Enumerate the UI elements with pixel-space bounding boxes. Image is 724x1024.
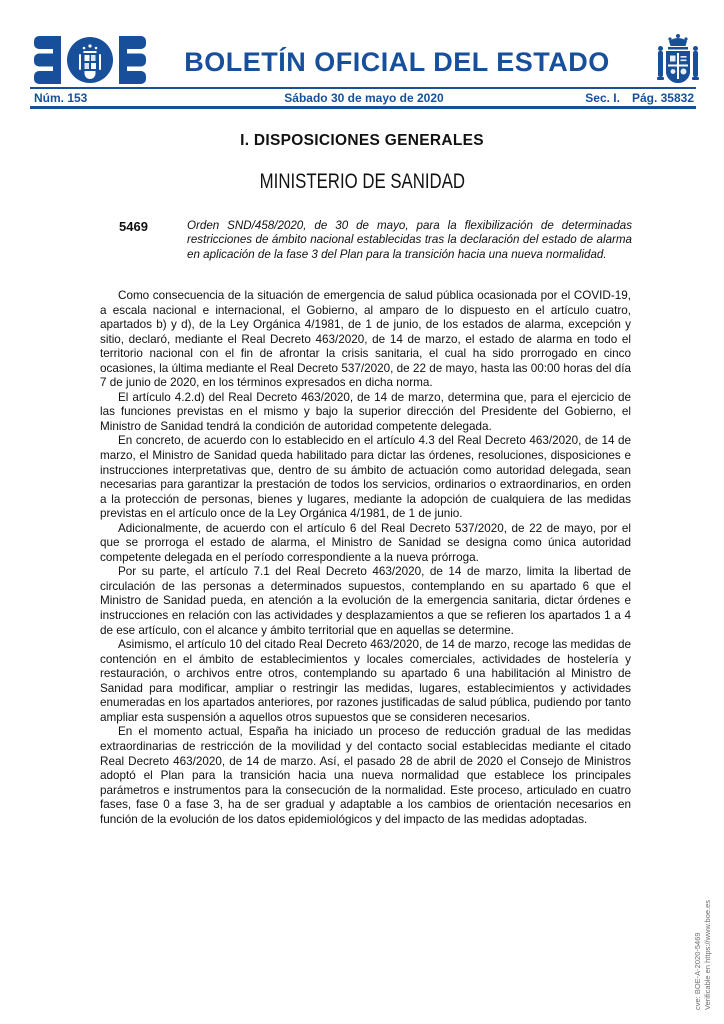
body-paragraph: Adicionalmente, de acuerdo con el artículo 6 del Real Decreto 537/2020, de 22 de mayo, por el que se prorroga el estado de alarma, el Ministro de Sanidad se designa como única autoridad competente delegada en el período correspondiente a la nueva prórroga. (100, 521, 631, 564)
body-paragraph: En el momento actual, España ha iniciado un proceso de reducción gradual de las medidas extraordinarias de restricción de la movilidad y del contacto social establecidas mediante el citado Real Decreto 463/2020, de 14 de marzo. Así, el pasado 28 de abril de 2020 el Consejo de Ministros adoptó el Plan para la transición hacia una nueva normalidad que establece los principales parámetros e instrumentos para la consecución de la normalidad. Este proceso, articulado en cuatro fases, fase 0 a fase 3, ha de ser gradual y adaptable a los cambios de orientación necesarios en función de la evolución de los datos epidemiológicos y del impacto de las medidas adoptadas. (100, 725, 631, 826)
issue-number: Núm. 153 (34, 91, 88, 105)
section-label: Sec. I. (585, 91, 620, 105)
header-row (34, 91, 694, 105)
page-number: Pág. 35832 (631, 91, 694, 105)
document-body (100, 289, 631, 827)
header-rule-thick (30, 106, 696, 109)
ministry-heading-text: MINISTERIO DE SANIDAD (259, 170, 465, 193)
body-paragraph: Por su parte, el artículo 7.1 del Real Decreto 463/2020, de 14 de marzo, limita la libertad de circulación de las personas a determinados supuestos, contemplando en su apartado 6 que el Ministro de Sanidad pueda, en atención a la evolución de la emergencia sanitaria, dictar órdenes e instrucciones en relación con las actividades y desplazamientos a que se refieren los apartados 1 a 4 de ese artículo, con el alcance y ámbito territorial que en aquellas se determine. (100, 565, 631, 637)
cve-code: cve: BOE-A-2020-5469 (693, 932, 702, 1010)
spain-coat-of-arms-icon (654, 33, 702, 91)
boe-logo (34, 36, 146, 84)
masthead-title: BOLETÍN OFICIAL DEL ESTADO (184, 47, 610, 77)
body-paragraph: Asimismo, el artículo 10 del citado Real Decreto 463/2020, de 14 de marzo, recoge las medidas de contención en el ámbito de establecimientos y locales comerciales, actividades de hostelería y restauración, o archivos entre otros, contemplando su apartado 6 una habilitación al Ministro de Sanidad para modificar, ampliar o restringir las medidas, lugares, establecimientos y actividades enumeradas en los apartados anteriores, por razones justificadas de salud pública, pudiendo por tanto ampliar esta suspensión a aquellos otros supuestos que se consideren necesarios. (100, 638, 631, 724)
body-paragraph: Como consecuencia de la situación de emergencia de salud pública ocasionada por el COVID-19, a escala nacional e internacional, el Gobierno, al amparo de lo dispuesto en el artículo cuatro, apartados b) y d), de la Ley Orgánica 4/1981, de 1 de junio, de los estados de alarma, excepción y sitio, declaró, mediante el Real Decreto 463/2020, de 14 de marzo, el estado de alarma en todo el territorio nacional con el fin de afrontar la crisis sanitaria, el cual ha sido prorrogado en cinco ocasiones, la última mediante el Real Decreto 537/2020, de 22 de mayo, hasta las 00:00 horas del día 7 de junio de 2020, en los términos expresados en dicha norma. (100, 289, 631, 390)
body-paragraph: En concreto, de acuerdo con lo establecido en el artículo 4.3 del Real Decreto 463/2020, de 14 de marzo, el Ministro de Sanidad queda habilitado para dictar las órdenes, resoluciones, disposiciones e instrucciones interpretativas que, dentro de su ámbito de actuación como autoridad delegada, sean necesarias para garantizar la prestación de todos los servicios, ordinarios o extraordinarios, en orden a la protección de personas, bienes y lugares, mediante la adopción de cualquiera de las medidas previstas en el artículo once de la Ley Orgánica 4/1981, de 1 de junio. (100, 434, 631, 521)
header-rule-thin (30, 87, 696, 89)
section-title: I. DISPOSICIONES GENERALES (240, 132, 484, 149)
cve-verification-url: Verificable en https://www.boe.es (702, 899, 712, 1010)
disposition-summary: Orden SND/458/2020, de 30 de mayo, para la flexibilización de determinadas restricciones de ámbito nacional establecidas tras la declaración del estado de alarma en aplicación de la fase 3 del Plan para la transición hacia una nueva normalidad. (187, 219, 632, 261)
body-paragraph: El artículo 4.2.d) del Real Decreto 463/2020, de 14 de marzo, determina que, para el ejercicio de las funciones previstas en el mismo y bajo la superior dirección del Presidente del Gobierno, el Ministro de Sanidad tendrá la condición de autoridad competente delegada. (100, 390, 631, 433)
disposition-number: 5469 (119, 219, 148, 234)
section-page (585, 91, 694, 105)
ministry-heading (0, 170, 724, 194)
publication-date: Sábado 30 de mayo de 2020 (284, 91, 444, 105)
cve-sidebar (693, 900, 712, 1010)
boe-logo-graphic (34, 36, 146, 84)
